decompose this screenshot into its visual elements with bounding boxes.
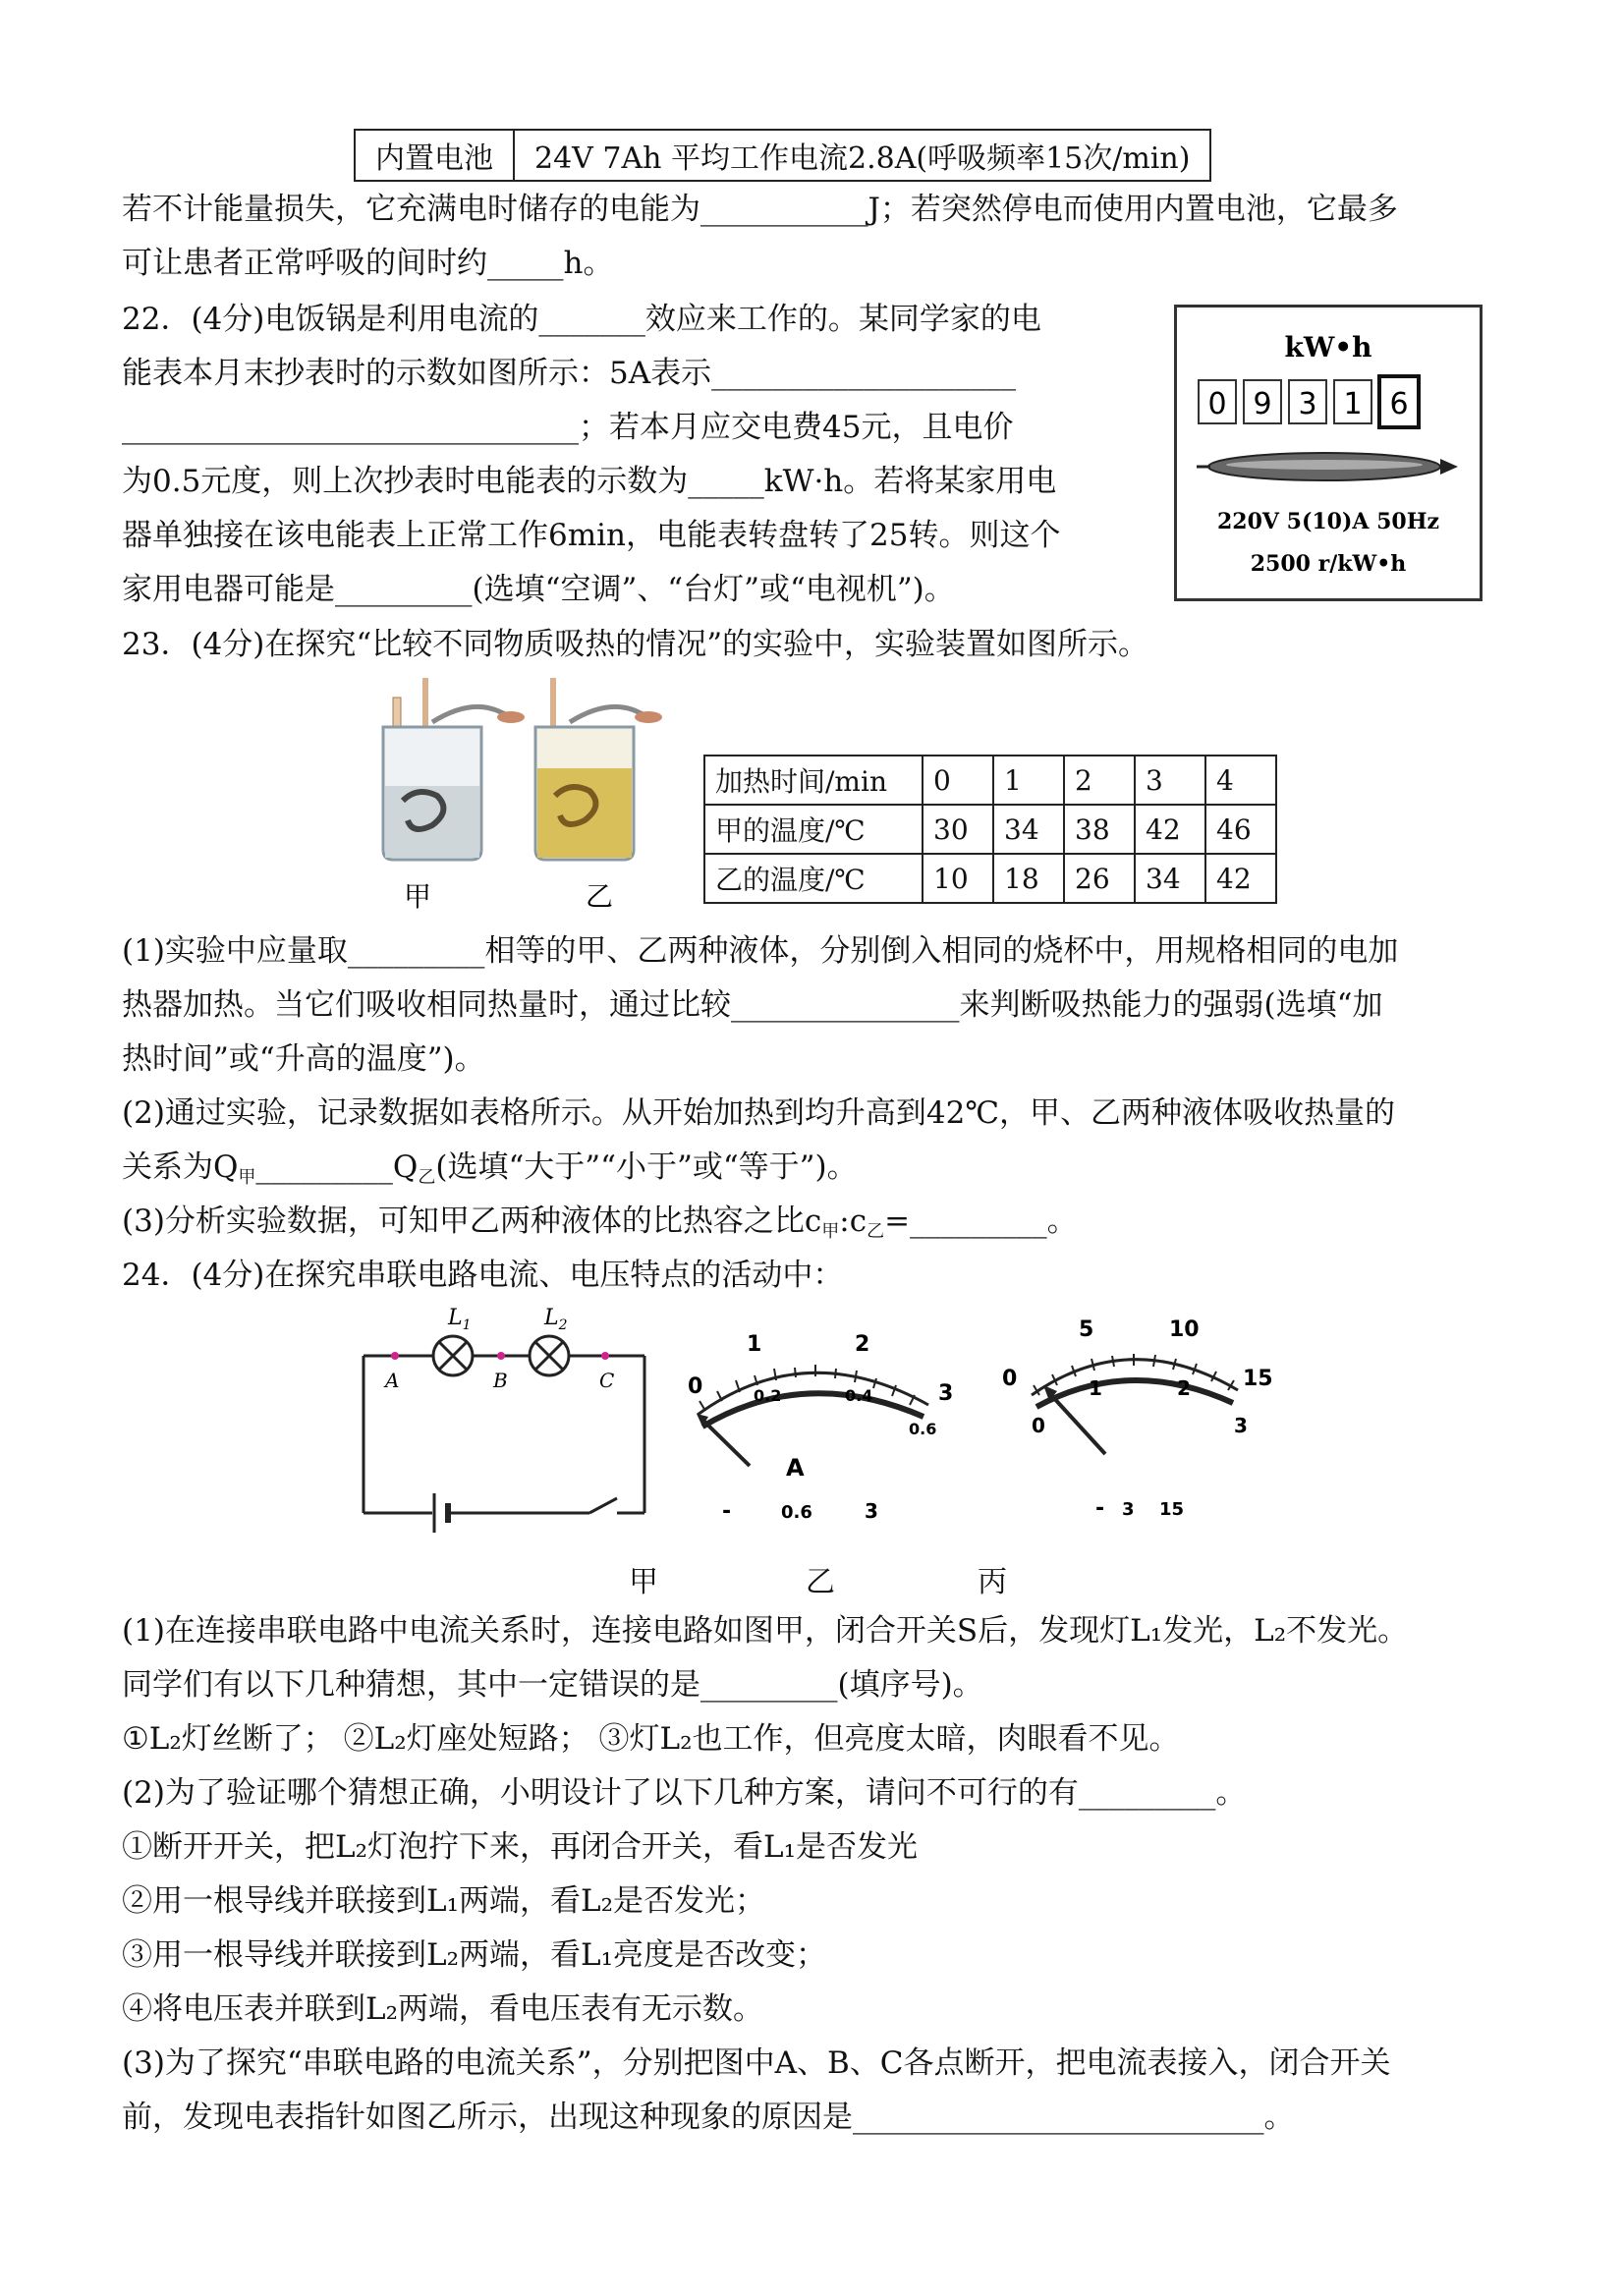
voltmeter-bottom-3: 3 [1234,1414,1248,1437]
battery-symbol [434,1493,448,1533]
ammeter-top-0: 0 [688,1374,703,1399]
meter-digit-2: 9 [1253,387,1272,421]
voltmeter-terminal-15: 15 [1159,1499,1185,1520]
lamp-L1-label: $L_1$ [448,1307,472,1333]
voltmeter-bottom-1: 1 [1089,1376,1102,1400]
beakers-figure [364,678,707,914]
table-cell: 3 [1135,756,1205,805]
lamp-L2 [530,1336,569,1375]
q24-p3-line2: 前，发现电表指针如图乙所示，出现这种现象的原因是___________________________。 [122,2100,1295,2135]
fig-label-jia: 甲 [629,1565,658,1599]
lamp-L2-label: $L_2$ [544,1307,568,1333]
q24-plan1: ①断开开关，把L₂灯泡拧下来，再闭合开关，看L₁是否发光 [122,1829,919,1865]
voltmeter-top-10: 10 [1169,1317,1200,1342]
ammeter-bottom-2: 0.4 [845,1386,873,1405]
battery-value: 24V 7Ah 平均工作电流2.8A(呼吸频率15次/min) [514,130,1210,181]
ammeter-terminal-3: 3 [865,1499,878,1523]
table-row [704,805,1276,854]
ammeter-top-2: 2 [855,1332,870,1357]
q23-p3-line: (3)分析实验数据，可知甲乙两种液体的比热容之比$c_甲:c_乙=\_\_\_\_\_\_\_\_\_$。 [122,1204,1078,1242]
ammeter-terminal-neg: - [722,1499,732,1524]
q23-p2-line1: (2)通过实验，记录数据如表格所示。从开始加热到均升高到42℃，甲、乙两种液体吸收热量的 [122,1095,1396,1131]
voltmeter-top-0: 0 [1002,1367,1018,1391]
ammeter-top-3: 3 [938,1381,954,1406]
ammeter-arc-inner [702,1393,923,1427]
table-cell: 26 [1064,854,1135,903]
table-row [704,854,1276,903]
fig-label-yi: 乙 [806,1565,835,1599]
table-cell: 38 [1064,805,1135,854]
q24-plan4: ④将电压表并联到L₂两端，看电压表有无示数。 [122,1991,764,2027]
row-label: 乙的温度/℃ [704,854,923,903]
q24-p3-line1: (3)为了探究“串联电路的电流关系”，分别把图中A、B、C各点断开，把电流表接入，闭合开关 [122,2045,1391,2081]
ammeter-bottom-3: 0.6 [909,1420,937,1438]
heating-data-table [703,755,1277,904]
q23-intro: 23．(4分)在探究“比较不同物质吸热的情况”的实验中，实验装置如图所示。 [122,627,1149,662]
table-cell: 34 [993,805,1064,854]
beaker-yi [535,678,662,860]
voltmeter-top-5: 5 [1079,1317,1094,1342]
battery-label: 内置电池 [355,130,514,181]
row-label: 甲的温度/℃ [704,805,923,854]
table-cell: 46 [1205,805,1276,854]
q24-plan2: ②用一根导线并联接到L₁两端，看L₂是否发光； [122,1883,766,1919]
q24-guess: ①L₂灯丝断了； ②L₂灯座处短路； ③灯L₂也工作，但亮度太暗，肉眼看不见。 [122,1721,1180,1757]
q21-line1: 若不计能量损失，它充满电时储存的电能为___________J；若突然停电而使用内置电池，它最多 [122,192,1398,227]
voltmeter-terminal-3: 3 [1122,1499,1135,1520]
point-A-label: A [385,1369,400,1392]
voltmeter-top-15: 15 [1243,1367,1273,1391]
table-cell: 2 [1064,756,1135,805]
meter-digit-1: 0 [1207,387,1227,421]
q23-p1-line2: 热器加热。当它们吸收相同热量时，通过比较_______________来判断吸热能力的强弱(选填“加 [122,987,1383,1023]
beaker-label-yi: 乙 [585,880,614,913]
meter-spec: 220V 5(10)A 50Hz [1216,509,1440,534]
table-cell: 30 [923,805,993,854]
table-cell: 0 [923,756,993,805]
q24-p2-line1: (2)为了验证哪个猜想正确，小明设计了以下几种方案，请问不可行的有_________。 [122,1775,1247,1811]
meter-unit: kW•h [1284,331,1372,364]
meter-digit-4: 1 [1343,387,1363,421]
table-cell: 42 [1205,854,1276,903]
circuit-points [383,1352,614,1392]
circuit-figure [354,1307,668,1552]
ammeter-top-1: 1 [747,1332,762,1357]
q22-line1: 22．(4分)电饭锅是利用电流的_______效应来工作的。某同学家的电 [122,302,1041,337]
q22-line4: 为0.5元度，则上次抄表时电能表的示数为_____kW·h。若将某家用电 [122,464,1057,499]
voltmeter-arc-inner [1036,1380,1233,1407]
table-cell: 42 [1135,805,1205,854]
q24-plan3: ③用一根导线并联接到L₂两端，看L₁亮度是否改变； [122,1937,827,1973]
table-cell: 1 [993,756,1064,805]
q22-line5: 器单独接在该电能表上正常工作6min，电能表转盘转了25转。则这个 [122,518,1061,553]
beaker-label-jia: 甲 [403,880,432,913]
meter-digits [1199,376,1419,427]
q24-p1-line2: 同学们有以下几种猜想，其中一定错误的是_________(填序号)。 [122,1667,983,1703]
fig-label-bing: 丙 [978,1565,1007,1599]
q23-p1-line1: (1)实验中应量取_________相等的甲、乙两种液体，分别倒入相同的烧杯中，用规格相同的电加 [122,933,1399,969]
meter-rotor-disc [1197,453,1458,480]
point-B-label: B [493,1369,508,1392]
table-row [704,756,1276,805]
ammeter-bottom-1: 0.2 [754,1386,782,1405]
voltmeter-bottom-0: 0 [1032,1414,1045,1437]
voltmeter-terminal-neg: - [1095,1496,1105,1521]
q24-intro: 24．(4分)在探究串联电路电流、电压特点的活动中： [122,1258,844,1293]
battery-table [354,129,1211,182]
voltmeter-bottom-2: 2 [1177,1376,1191,1400]
ammeter-figure [644,1307,978,1533]
ammeter-pointer [697,1414,750,1466]
table-cell: 18 [993,854,1064,903]
meter-digit-5: 6 [1389,387,1409,421]
voltmeter-figure [992,1307,1287,1533]
row-label: 加热时间/min [704,756,923,805]
q22-line2: 能表本月末抄表时的示数如图所示：5A表示____________________ [122,356,1017,391]
table-cell: 34 [1135,854,1205,903]
beaker-jia [383,678,525,860]
q22-line6: 家用电器可能是_________(选填“空调”、“台灯”或“电视机”)。 [122,572,955,607]
table-cell: 4 [1205,756,1276,805]
point-C-label: C [599,1369,615,1392]
energy-meter-figure [1174,305,1483,601]
table-cell: 10 [923,854,993,903]
q23-p2-line2: 关系为$Q_甲\_\_\_\_\_\_\_\_\_Q_乙$(选填“大于”“小于”或“等于”)。 [122,1149,858,1188]
meter-digit-3: 3 [1298,387,1317,421]
lamp-L1 [433,1336,473,1375]
q24-p1-line1: (1)在连接串联电路中电流关系时，连接电路如图甲，闭合开关S后，发现灯L₁发光，L₂不发光。 [122,1613,1409,1649]
q23-p1-line3: 热时间”或“升高的温度”)。 [122,1041,485,1077]
ammeter-terminal-06: 0.6 [781,1502,812,1523]
meter-rev: 2500 r/kW•h [1250,551,1407,577]
energy-meter-svg [1177,308,1480,598]
q22-line3: ______________________________；若本月应交电费45元，且电价 [122,410,1014,445]
q21-line2: 可让患者正常呼吸的间时约_____h。 [122,246,614,281]
ammeter-letter: A [786,1454,805,1482]
